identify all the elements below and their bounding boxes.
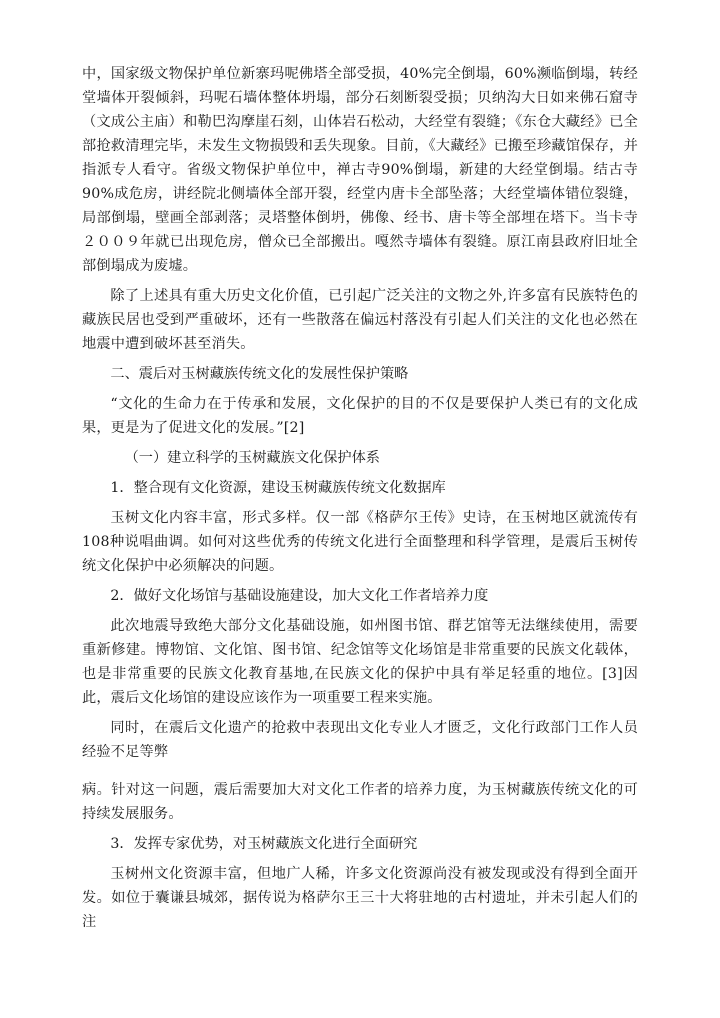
quote-paragraph: “文化的生命力在于传承和发展，文化保护的目的不仅是要保护人类已有的文化成果，更是为了促进文化的发展。”[2] <box>82 396 638 436</box>
item-heading: 2．做好文化场馆与基础设施建设，加大文化工作者培养力度 <box>110 588 489 604</box>
body-paragraph: 此次地震导致绝大部分文化基础设施，如州图书馆、群艺馆等无法继续使用，需要重新修建。博物馆、文化馆、图书馆、纪念馆等文化场馆是非常重要的民族文化载体，也是非常重要的民族文化教育基地,在民族文化的保护中具有举足轻重的地位。[3]因此，震后文化场馆的建设应该作为一项重要工程来实施。 <box>82 618 638 706</box>
body-paragraph: 同时，在震后文化遗产的抢救中表现出文化专业人才匮乏，文化行政部门工作人员经验不足等弊 <box>82 720 638 760</box>
item-heading: 1．整合现有文化资源，建设玉树藏族传统文化数据库 <box>110 480 446 496</box>
subsection-heading: （一）建立科学的玉树藏族文化保护体系 <box>124 450 380 466</box>
section-heading: 二、震后对玉树藏族传统文化的发展性保护策略 <box>110 366 409 382</box>
body-paragraph: 中，国家级文物保护单位新寨玛呢佛塔全部受损，40%完全倒塌，60%濒临倒塌，转经堂墙体开裂倾斜，玛呢石墙体整体坍塌，部分石刻断裂受损；贝纳沟大日如来佛石窟寺（文成公主庙）和勒巴沟摩崖石刻，山体岩石松动，大经堂有裂缝；《东仓大藏经》已全部抢救清理完毕，未发生文物损毁和丢失现象。目前，《大藏经》已搬至珍藏馆保存，并指派专人看守。省级文物保护单位中，禅古寺90%倒塌，新建的大经堂倒塌。结古寺90%成危房，讲经院北侧墙体全部开裂，经堂内唐卡全部坠落；大经堂墙体错位裂缝，局部倒塌，壁画全部剥落；灵塔整体倒坍，佛像、经书、唐卡等全部埋在塔下。当卡寺２００９年就已出现危房，僧众已全部搬出。嘎然寺墙体有裂缝。原江南县政府旧址全部倒塌成为废墟。 <box>82 66 638 274</box>
body-paragraph: 病。针对这一问题，震后需要加大对文化工作者的培养力度，为玉树藏族传统文化的可持续发展服务。 <box>82 782 638 822</box>
body-paragraph: 玉树文化内容丰富，形式多样。仅一部《格萨尔王传》史诗，在玉树地区就流传有108种说唱曲调。如何对这些优秀的传统文化进行全面整理和科学管理，是震后玉树传统文化保护中必须解决的问题。 <box>82 510 638 574</box>
body-paragraph: 玉树州文化资源丰富，但地广人稀，许多文化资源尚没有被发现或没有得到全面开发。如位于囊谦县城郊，据传说为格萨尔王三十大将驻地的古村遗址，并未引起人们的注 <box>82 866 638 930</box>
body-paragraph: 除了上述具有重大历史文化价值，已引起广泛关注的文物之外,许多富有民族特色的藏族民居也受到严重破坏，还有一些散落在偏远村落没有引起人们关注的文化也必然在地震中遭到破坏甚至消失。 <box>82 288 638 352</box>
document-page <box>82 62 638 940</box>
item-heading: 3．发挥专家优势，对玉树藏族文化进行全面研究 <box>110 836 418 852</box>
